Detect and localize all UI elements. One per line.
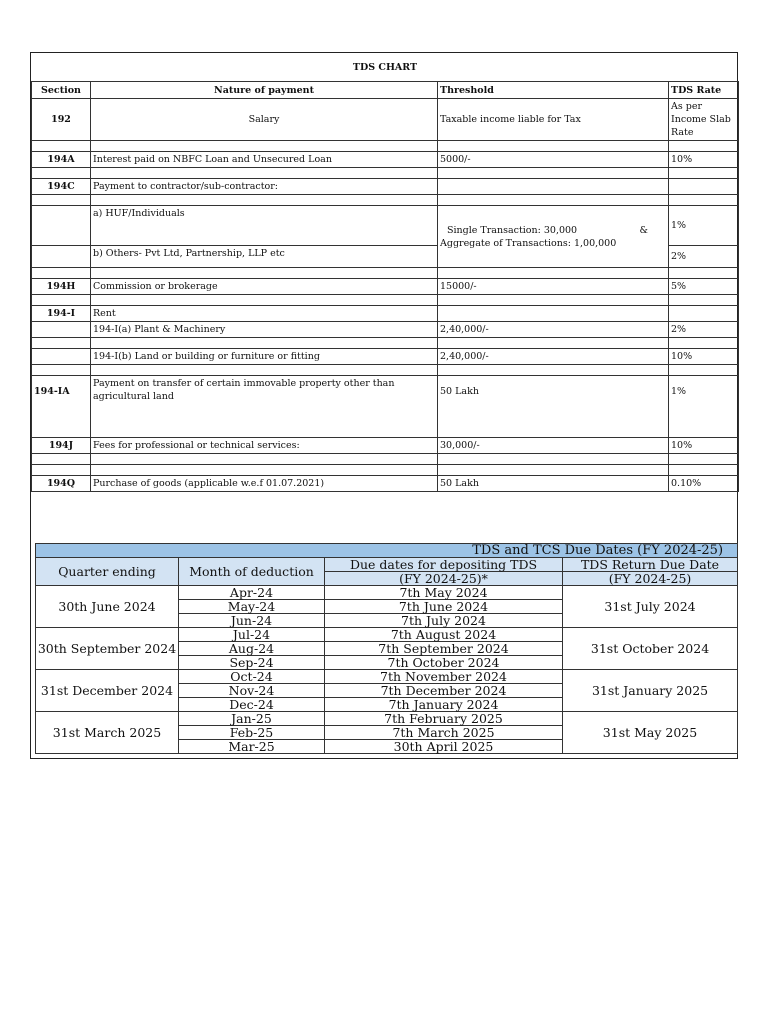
header-rate: TDS Rate xyxy=(669,82,739,99)
due-date-cell: 7th November 2024 xyxy=(325,670,563,684)
quarter-cell: 31st March 2025 xyxy=(36,712,179,754)
due-header-row xyxy=(36,558,738,572)
nature-cell: Purchase of goods (applicable w.e.f 01.07.2021) xyxy=(91,476,438,492)
table-row xyxy=(32,152,739,168)
threshold-cell: Taxable income liable for Tax xyxy=(438,99,669,141)
header-return: TDS Return Due Date xyxy=(563,558,738,572)
nature-cell: Payment on transfer of certain immovable property other than agricultural land xyxy=(91,376,438,438)
nature-cell: Rent xyxy=(91,306,438,322)
tds-chart-title: TDS CHART xyxy=(32,53,739,82)
due-dates-table xyxy=(35,543,738,754)
month-cell: Apr-24 xyxy=(179,586,325,600)
rate-cell: 1% xyxy=(669,206,739,246)
table-row xyxy=(32,99,739,141)
title-row xyxy=(32,53,739,82)
threshold-line: Aggregate of Transactions: 1,00,000 xyxy=(440,237,617,249)
nature-cell: Interest paid on NBFC Loan and Unsecured Loan xyxy=(91,152,438,168)
table-row xyxy=(32,322,739,338)
nature-cell: Payment to contractor/sub-contractor: xyxy=(91,179,438,195)
due-dates-banner: TDS and TCS Due Dates (FY 2024-25) xyxy=(36,544,738,558)
sub-item-cell: a) HUF/Individuals xyxy=(91,206,438,246)
due-date-cell: 7th September 2024 xyxy=(325,642,563,656)
section-cell: 194A xyxy=(32,152,91,168)
sub-item-cell: b) Others- Pvt Ltd, Partnership, LLP etc xyxy=(91,246,438,268)
month-cell: Jul-24 xyxy=(179,628,325,642)
month-cell: Oct-24 xyxy=(179,670,325,684)
due-date-cell: 7th October 2024 xyxy=(325,656,563,670)
section-cell: 194H xyxy=(32,279,91,295)
due-date-cell: 7th February 2025 xyxy=(325,712,563,726)
section-cell: 192 xyxy=(32,99,91,141)
threshold-cell: 50 Lakh xyxy=(438,376,669,438)
spacer-row xyxy=(32,295,739,306)
table-row xyxy=(32,349,739,365)
header-section: Section xyxy=(32,82,91,99)
spacer-row xyxy=(32,168,739,179)
section-cell: 194J xyxy=(32,438,91,454)
rate-cell: 10% xyxy=(669,438,739,454)
threshold-cell: 15000/- xyxy=(438,279,669,295)
section-cell: 194-IA xyxy=(32,376,91,438)
return-date-cell: 31st October 2024 xyxy=(563,628,738,670)
spacer-row xyxy=(32,141,739,152)
rate-cell: 10% xyxy=(669,349,739,365)
month-cell: Feb-25 xyxy=(179,726,325,740)
rate-cell: 10% xyxy=(669,152,739,168)
quarter-cell: 30th September 2024 xyxy=(36,628,179,670)
spacer-row xyxy=(32,338,739,349)
month-cell: Jan-25 xyxy=(179,712,325,726)
return-date-cell: 31st January 2025 xyxy=(563,670,738,712)
rate-cell: 1% xyxy=(669,376,739,438)
header-deposit: Due dates for depositing TDS xyxy=(325,558,563,572)
month-cell: Jun-24 xyxy=(179,614,325,628)
month-cell: May-24 xyxy=(179,600,325,614)
quarter-cell: 31st December 2024 xyxy=(36,670,179,712)
threshold-cell xyxy=(438,206,669,268)
table-row xyxy=(32,438,739,454)
threshold-cell: 5000/- xyxy=(438,152,669,168)
section-cell: 194-I xyxy=(32,306,91,322)
header-row xyxy=(32,82,739,99)
due-date-cell: 30th April 2025 xyxy=(325,740,563,754)
table-row xyxy=(32,179,739,195)
month-cell: Sep-24 xyxy=(179,656,325,670)
table-row xyxy=(32,376,739,438)
table-row xyxy=(32,476,739,492)
rate-cell: 0.10% xyxy=(669,476,739,492)
return-date-cell: 31st May 2025 xyxy=(563,712,738,754)
month-cell: Nov-24 xyxy=(179,684,325,698)
spacer-row xyxy=(32,268,739,279)
due-date-cell: 7th May 2024 xyxy=(325,586,563,600)
sub-item-cell: 194-I(b) Land or building or furniture or fitting xyxy=(91,349,438,365)
header-month: Month of deduction xyxy=(179,558,325,586)
month-cell: Aug-24 xyxy=(179,642,325,656)
month-cell: Dec-24 xyxy=(179,698,325,712)
spacer-row xyxy=(32,454,739,465)
due-date-cell: 7th August 2024 xyxy=(325,628,563,642)
rate-cell: 2% xyxy=(669,246,739,268)
due-date-cell: 7th June 2024 xyxy=(325,600,563,614)
due-date-cell: 7th January 2024 xyxy=(325,698,563,712)
month-cell: Mar-25 xyxy=(179,740,325,754)
due-date-cell: 7th December 2024 xyxy=(325,684,563,698)
spacer-row xyxy=(32,195,739,206)
table-row xyxy=(32,279,739,295)
header-deposit-sub: (FY 2024-25)* xyxy=(325,572,563,586)
threshold-cell: 50 Lakh xyxy=(438,476,669,492)
threshold-cell: 2,40,000/- xyxy=(438,349,669,365)
nature-cell: Commission or brokerage xyxy=(91,279,438,295)
header-threshold: Threshold xyxy=(438,82,669,99)
tds-document xyxy=(30,52,738,759)
table-row xyxy=(36,628,738,642)
quarter-cell: 30th June 2024 xyxy=(36,586,179,628)
sub-item-cell: 194-I(a) Plant & Machinery xyxy=(91,322,438,338)
header-return-sub: (FY 2024-25) xyxy=(563,572,738,586)
section-cell: 194Q xyxy=(32,476,91,492)
table-row xyxy=(36,712,738,726)
rate-cell: As per Income Slab Rate xyxy=(669,99,739,141)
table-row xyxy=(36,586,738,600)
table-row xyxy=(32,306,739,322)
threshold-cell: 2,40,000/- xyxy=(438,322,669,338)
return-date-cell: 31st July 2024 xyxy=(563,586,738,628)
header-nature: Nature of payment xyxy=(91,82,438,99)
spacer-row xyxy=(32,465,739,476)
table-row xyxy=(36,670,738,684)
threshold-cell: 30,000/- xyxy=(438,438,669,454)
tds-chart-table xyxy=(31,53,739,492)
due-date-cell: 7th July 2024 xyxy=(325,614,563,628)
nature-cell: Fees for professional or technical services: xyxy=(91,438,438,454)
table-row xyxy=(32,206,739,246)
rate-cell: 2% xyxy=(669,322,739,338)
spacer-row xyxy=(32,365,739,376)
due-date-cell: 7th March 2025 xyxy=(325,726,563,740)
threshold-line: Single Transaction: 30,000 xyxy=(447,224,578,236)
section-cell: 194C xyxy=(32,179,91,195)
nature-cell: Salary xyxy=(91,99,438,141)
banner-row xyxy=(36,544,738,558)
rate-cell: 5% xyxy=(669,279,739,295)
ampersand-text: & xyxy=(639,224,648,236)
header-quarter: Quarter ending xyxy=(36,558,179,586)
